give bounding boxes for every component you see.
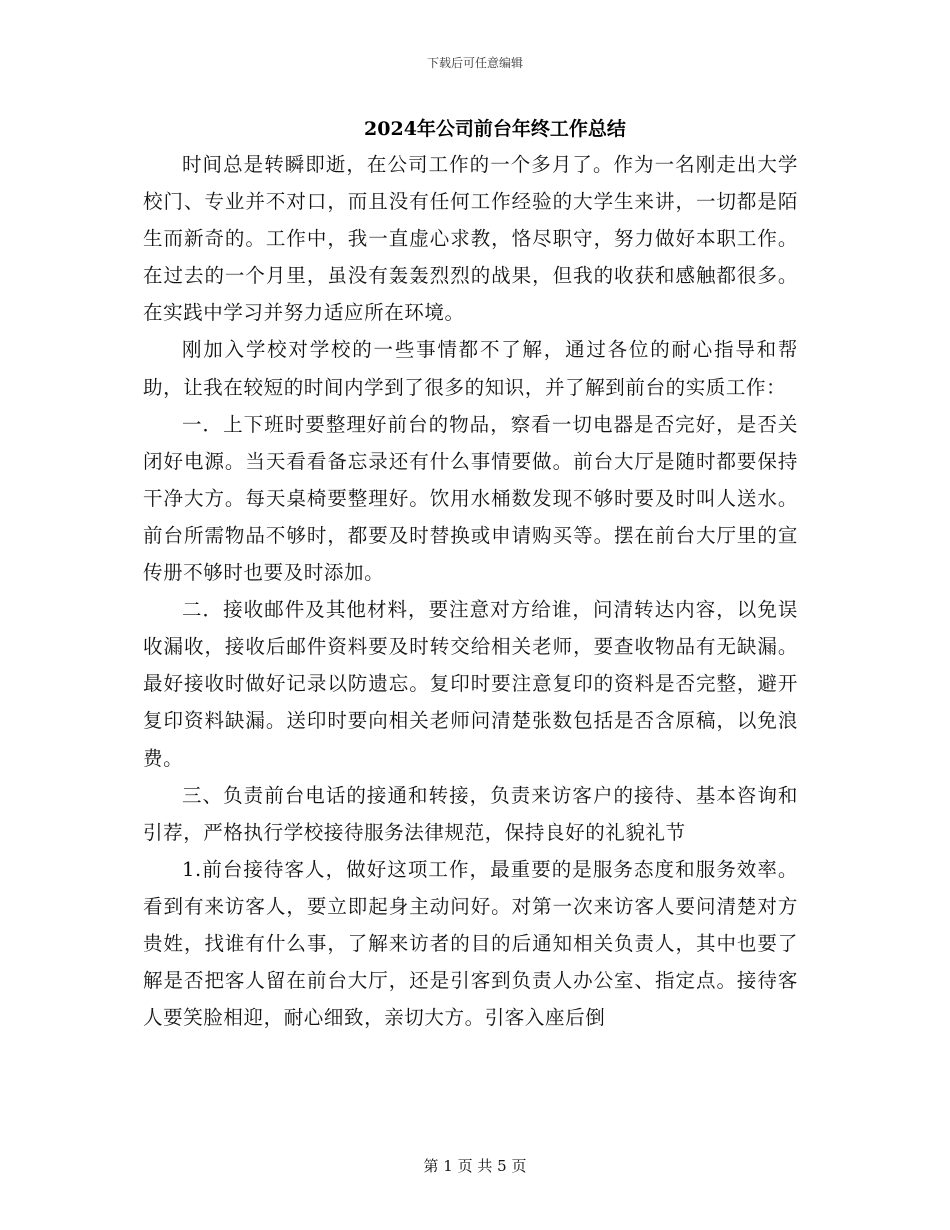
header-note: 下载后可任意编辑 — [426, 56, 523, 70]
paragraph-intro: 时间总是转瞬即逝，在公司工作的一个多月了。作为一名刚走出大学校门、专业并不对口，而且没有任何工作经验的大学生来讲，一切都是陌生而新奇的。工作中，我一直虚心求教，恪尽职守，努力做好本职工作。在过去的一个月里，虽没有轰轰烈烈的战果，但我的收获和感触都很多。在实践中学习并努力适应所在环境。 — [143, 153, 798, 325]
paragraph-item-2: 二．接收邮件及其他材料，要注意对方给谁，问清转达内容，以免误收漏收，接收后邮件资料要及时转交给相关老师，要查收物品有无缺漏。最好接收时做好记录以防遗忘。复印时要注意复印的资料是否完整，避开复印资料缺漏。送印时要向相关老师问清楚张数包括是否含原稿，以免浪费。 — [143, 598, 798, 770]
paragraph-subitem-1: 1.前台接待客人，做好这项工作，最重要的是服务态度和服务效率。看到有来访客人，要立即起身主动问好。对第一次来访客人要问清楚对方贵姓，找谁有什么事，了解来访者的目的后通知相关负责人，其中也要了解是否把客人留在前台大厅，还是引客到负责人办公室、指定点。接待客人要笑脸相迎，耐心细致，亲切大方。引客入座后倒 — [143, 857, 798, 1030]
document-body — [143, 146, 798, 1036]
paragraph-learning: 刚加入学校对学校的一些事情都不了解，通过各位的耐心指导和帮助，让我在较短的时间内学到了很多的知识，并了解到前台的实质工作： — [143, 338, 798, 399]
paragraph-item-1: 一．上下班时要整理好前台的物品，察看一切电器是否完好，是否关闭好电源。当天看看备忘录还有什么事情要做。前台大厅是随时都要保持干净大方。每天桌椅要整理好。饮用水桶数发现不够时要及时叫人送水。前台所需物品不够时，都要及时替换或申请购买等。摆在前台大厅里的宣传册不够时也要及时添加。 — [143, 412, 798, 585]
document-title: 2024年公司前台年终工作总结 — [364, 118, 626, 140]
paragraph-item-3: 三、负责前台电话的接通和转接，负责来访客户的接待、基本咨询和引荐，严格执行学校接待服务法律规范，保持良好的礼貌礼节 — [143, 783, 798, 844]
page-footer: 第 1 页 共 5 页 — [423, 1157, 527, 1175]
